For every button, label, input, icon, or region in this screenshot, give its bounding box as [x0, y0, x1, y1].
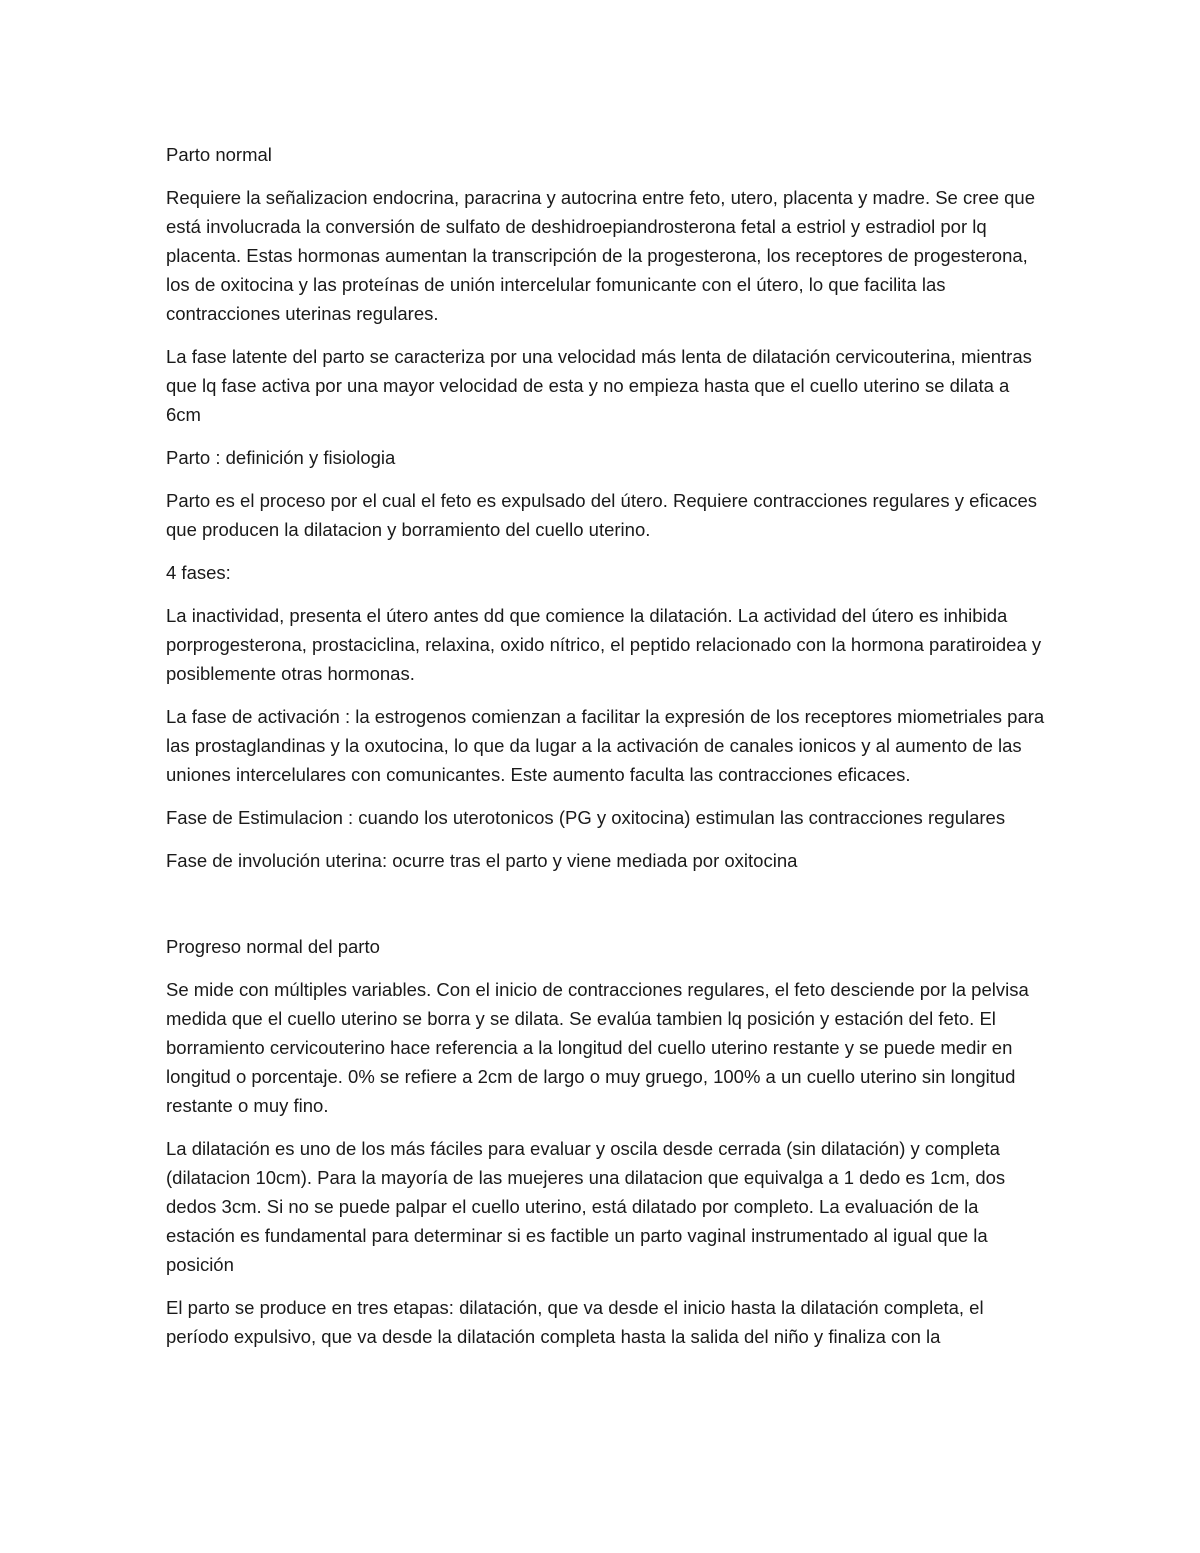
heading-cuatro-fases: 4 fases:	[166, 562, 231, 583]
heading-definicion-fisiologia: Parto : definición y fisiologia	[166, 447, 396, 468]
paragraph-fase-inactividad: La inactividad, presenta el útero antes dd que comience la dilatación. La actividad del útero es inhibida porprogesterona, prostaciclina, relaxina, oxido nítrico, el peptido relacionado con la hormona paratiroidea y posiblemente otras hormonas.	[166, 605, 1042, 684]
heading-parto-normal: Parto normal	[166, 144, 272, 165]
heading-progreso-normal: Progreso normal del parto	[166, 936, 380, 957]
paragraph-senalizacion: Requiere la señalizacion endocrina, paracrina y autocrina entre feto, utero, placenta y madre. Se cree que está involucrada la conversión de sulfato de deshidroepiandrosterona fetal a estriol y estradiol por lq placenta. Estas hormonas aumentan la transcripción de la progesterona, los receptores de progesterona, los de oxitocina y las proteínas de unión intercelular fomunicante con el útero, lo que facilita las contracciones uterinas regulares.	[166, 187, 1035, 324]
paragraph-fase-estimulacion: Fase de Estimulacion : cuando los uterotonicos (PG y oxitocina) estimulan las contracciones regulares	[166, 807, 1006, 828]
paragraph-etapas: El parto se produce en tres etapas: dilatación, que va desde el inicio hasta la dilatación completa, el período expulsivo, que va desde la dilatación completa hasta la salida del niño y finaliza con la	[166, 1297, 984, 1347]
blank-line	[166, 889, 1046, 932]
document-body	[166, 140, 1046, 1365]
paragraph-fase-activacion: La fase de activación : la estrogenos comienzan a facilitar la expresión de los receptores miometriales para las prostaglandinas y la oxutocina, lo que da lugar a la activación de canales ionicos y al aumento de las uniones intercelulares con comunicantes. Este aumento faculta las contracciones eficaces.	[166, 706, 1045, 785]
paragraph-dilatacion: La dilatación es uno de los más fáciles para evaluar y oscila desde cerrada (sin dilatación) y completa (dilatacion 10cm). Para la mayoría de las muejeres una dilatacion que equivalga a 1 dedo es 1cm, dos dedos 3cm. Si no se puede palpar el cuello uterino, está dilatado por completo. La evaluación de la estación es fundamental para determinar si es factible un parto vaginal instrumentado al igual que la posición	[166, 1138, 1006, 1275]
paragraph-fase-latente: La fase latente del parto se caracteriza por una velocidad más lenta de dilatación cervicouterina, mientras que lq fase activa por una mayor velocidad de esta y no empieza hasta que el cuello uterino se dilata a 6cm	[166, 346, 1032, 425]
paragraph-fase-involucion: Fase de involución uterina: ocurre tras el parto y viene mediada por oxitocina	[166, 850, 798, 871]
paragraph-variables: Se mide con múltiples variables. Con el inicio de contracciones regulares, el feto desciende por la pelvisa medida que el cuello uterino se borra y se dilata. Se evalúa tambien lq posición y estación del feto. El borramiento cervicouterino hace referencia a la longitud del cuello uterino restante y se puede medir en longitud o porcentaje. 0% se refiere a 2cm de largo o muy gruego, 100% a un cuello uterino sin longitud restante o muy fino.	[166, 979, 1029, 1116]
paragraph-definicion-parto: Parto es el proceso por el cual el feto es expulsado del útero. Requiere contracciones regulares y eficaces que producen la dilatacion y borramiento del cuello uterino.	[166, 490, 1038, 540]
